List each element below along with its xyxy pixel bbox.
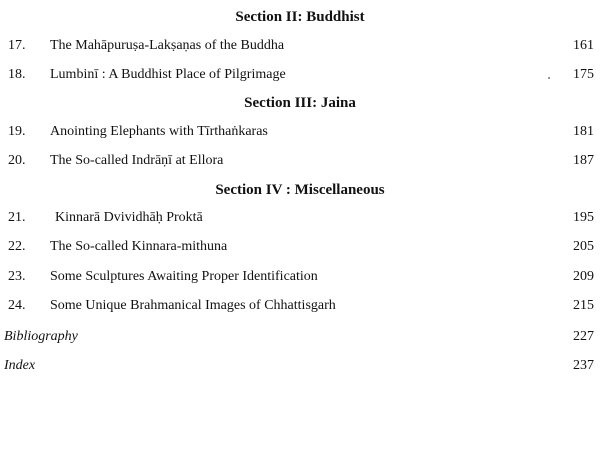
toc-entry-18[interactable]: [0, 66, 600, 84]
print-speck: [548, 77, 550, 79]
entry-title: Anointing Elephants with Tīrthaṅkaras: [50, 124, 268, 139]
entry-number: 18.: [8, 67, 26, 82]
section-heading-miscellaneous: Section IV : Miscellaneous: [215, 182, 385, 198]
entry-page-number: 209: [573, 269, 594, 284]
toc-entry-19[interactable]: [0, 123, 600, 141]
entry-number: 20.: [8, 153, 26, 168]
entry-number: 22.: [8, 239, 26, 254]
entry-number: 21.: [8, 210, 26, 225]
toc-entry-17[interactable]: [0, 37, 600, 55]
entry-page-number: 195: [573, 210, 594, 225]
entry-title: Bibliography: [4, 329, 78, 344]
entry-page-number: 161: [573, 38, 594, 53]
entry-number: 17.: [8, 38, 26, 53]
entry-page-number: 237: [573, 358, 594, 373]
toc-entry-20[interactable]: [0, 152, 600, 170]
entry-number: 24.: [8, 298, 26, 313]
section-heading-jaina: Section III: Jaina: [244, 95, 356, 111]
entry-title: The Mahāpuruṣa-Lakṣaṇas of the Buddha: [50, 38, 285, 53]
entry-title: The So-called Indrāṇī at Ellora: [50, 153, 224, 168]
entry-title: Some Sculptures Awaiting Proper Identification: [50, 269, 318, 284]
entry-page-number: 175: [573, 67, 594, 82]
entry-number: 23.: [8, 269, 26, 284]
entry-number: 19.: [8, 124, 26, 139]
toc-entry-index[interactable]: [0, 357, 600, 375]
toc-entry-bibliography[interactable]: [0, 328, 600, 346]
entry-page-number: 227: [573, 329, 594, 344]
toc-entry-24[interactable]: [0, 297, 600, 315]
toc-entry-21[interactable]: [0, 209, 600, 227]
entry-page-number: 215: [573, 298, 594, 313]
toc-entry-23[interactable]: [0, 268, 600, 286]
entry-title: Some Unique Brahmanical Images of Chhattisgarh: [50, 298, 336, 313]
entry-title: Kinnarā Dvividhāḥ Proktā: [55, 210, 203, 225]
toc-entry-22[interactable]: [0, 238, 600, 256]
entry-page-number: 181: [573, 124, 594, 139]
entry-page-number: 205: [573, 239, 594, 254]
section-heading-buddhist: Section II: Buddhist: [235, 9, 365, 25]
entry-title: Index: [4, 358, 36, 373]
entry-page-number: 187: [573, 153, 594, 168]
entry-title: Lumbinī : A Buddhist Place of Pilgrimage: [50, 67, 286, 82]
entry-title: The So-called Kinnara-mithuna: [50, 239, 228, 254]
